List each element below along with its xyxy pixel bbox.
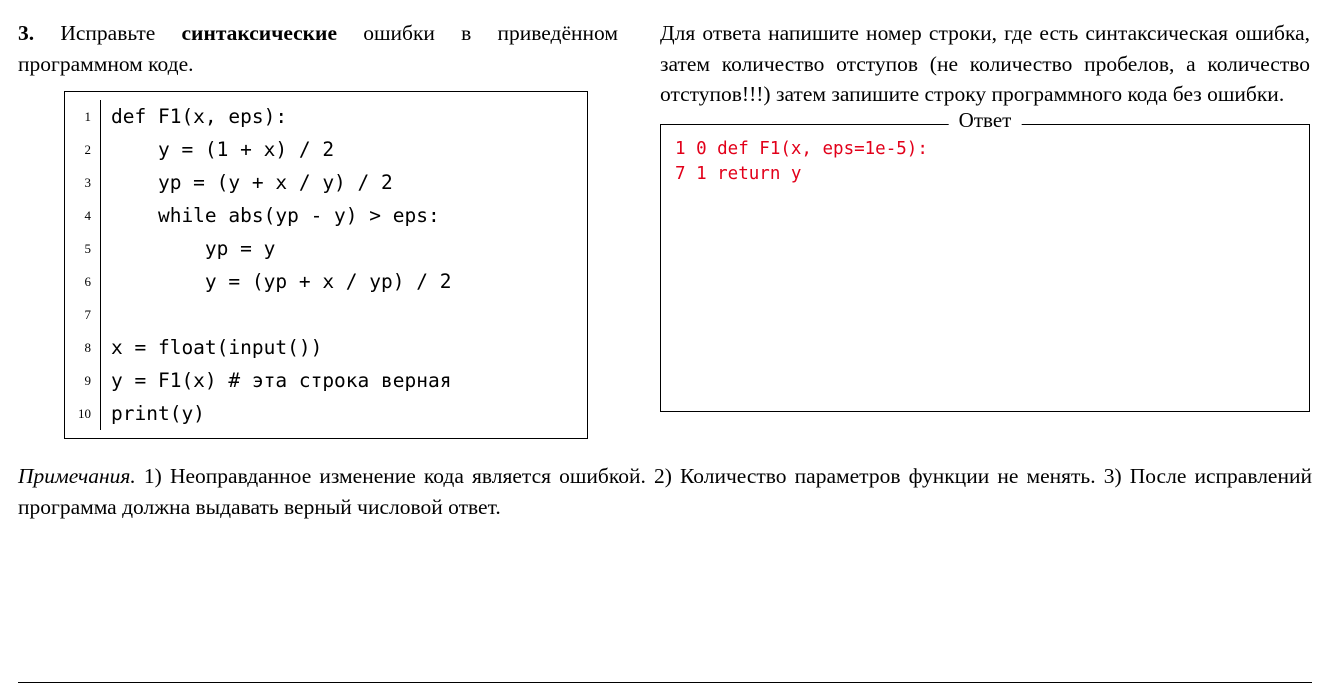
question-keyword: синтаксические [181,21,337,45]
code-line: while abs(yp - y) > eps: [101,199,578,232]
line-number: 1 [84,109,91,125]
question-number: 3. [18,21,35,45]
answer-line: 7 1 return y [675,163,802,184]
code-row [65,298,577,331]
line-number: 2 [84,142,91,158]
code-line: print(y) [101,397,578,430]
code-line: x = float(input()) [101,331,578,364]
answer-legend: Ответ [949,110,1022,131]
right-column [660,18,1310,412]
notes-paragraph [18,461,1312,522]
code-line [101,298,578,331]
left-column [18,18,618,439]
notes-text: 1) Неоправданное изменение кода является ошибкой. 2) Количество параметров функции не менять. 3) После исправлений программа должна выдавать верный числовой ответ. [18,464,1312,519]
line-number: 4 [84,208,91,224]
code-row [65,199,577,232]
question-text-after: ошибки в приведённом программном коде. [18,21,618,76]
code-line: y = (1 + x) / 2 [101,133,578,166]
notes-label: Примечания. [18,464,136,489]
code-listing-box [64,91,588,439]
code-line: yp = (y + x / y) / 2 [101,166,578,199]
answer-area [660,107,1310,412]
code-line: y = (yp + x / yp) / 2 [101,265,578,298]
code-line: yp = y [101,232,578,265]
code-row [65,331,577,364]
question-statement [18,18,618,79]
line-number: 10 [78,406,91,422]
line-number: 6 [84,274,91,290]
bottom-divider [18,682,1312,683]
code-row [65,265,577,298]
code-table [65,100,577,430]
answer-box[interactable] [660,124,1310,412]
two-column-layout [18,18,1312,439]
line-number: 8 [84,340,91,356]
question-text-before: Исправьте [34,21,182,45]
line-number: 5 [84,241,91,257]
code-line: y = F1(x) # эта строка верная [101,364,578,397]
code-row [65,232,577,265]
code-row [65,364,577,397]
code-row [65,397,577,430]
line-number: 7 [84,307,91,323]
code-row [65,100,577,133]
line-number: 9 [84,373,91,389]
answer-line: 1 0 def F1(x, eps=1e-5): [675,138,928,159]
code-row [65,166,577,199]
code-row [65,133,577,166]
code-line: def F1(x, eps): [101,100,578,133]
line-number: 3 [84,175,91,191]
instructions-text: Для ответа напишите номер строки, где есть синтаксическая ошибка, затем количество отступов (не количество пробелов, а количество отступов!!!) затем запишите строку программного кода без ошибки. [660,21,1310,107]
